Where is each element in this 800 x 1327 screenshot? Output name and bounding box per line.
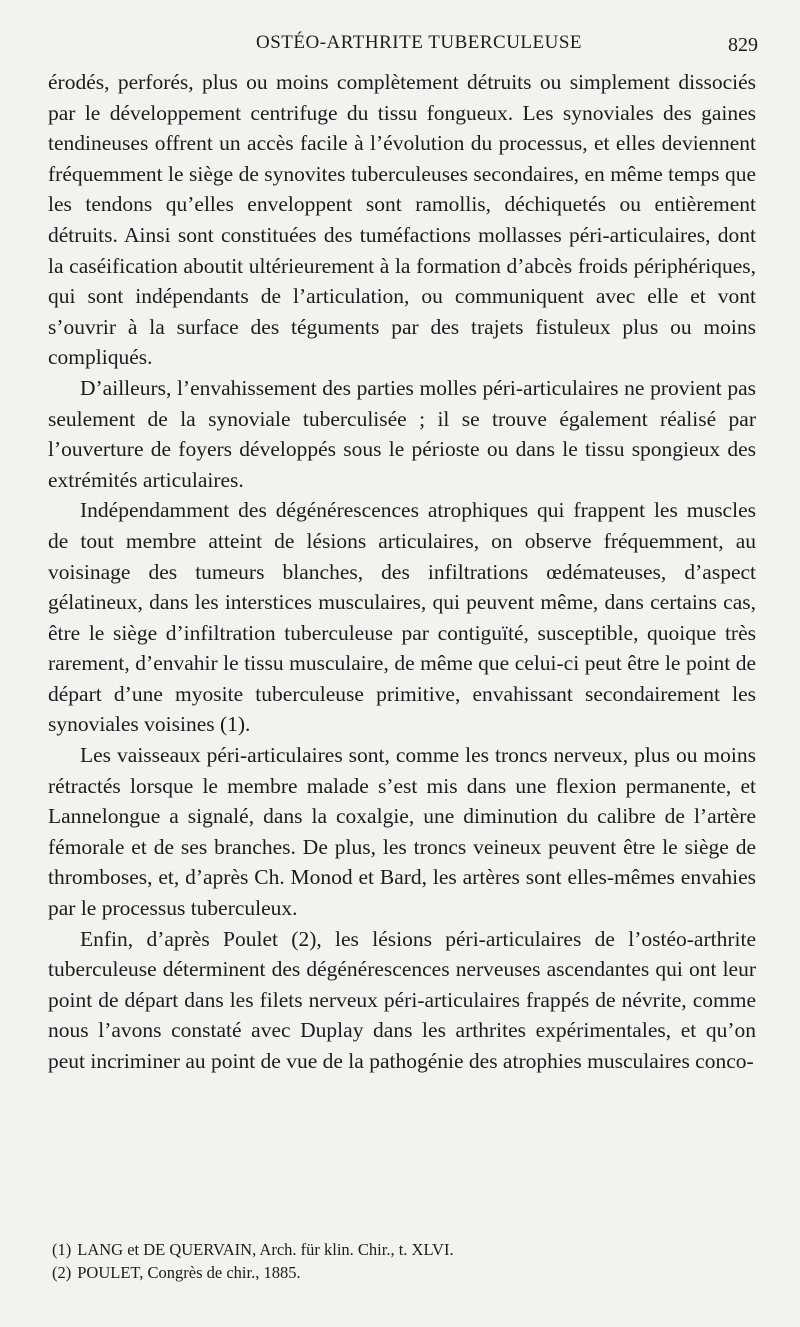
footnote [52,1261,752,1284]
paragraph: D’ailleurs, l’envahissement des parties molles péri-articulaires ne provient pas seulement de la synoviale tuberculisée ; il se trouve également réalisé par l’ouverture de foyers développés sous le périoste ou dans le tissu spongieux des extrémités articulaires. [48,375,756,492]
footnote-text: POULET, Congrès de chir., 1885. [77,1263,301,1282]
footnote-mark: (2) [52,1263,72,1282]
paragraph: érodés, perforés, plus ou moins complètement détruits ou simplement dissociés par le développement centrifuge du tissu fongueux. Les synoviales des gaines tendineuses offrent un accès facile à l’évolution du processus, et elles deviennent fréquemment le siège de synovites tuberculeuses secondaires, en même temps que les tendons qu’elles enveloppent sont ramollis, déchiquetés ou entièrement détruits. Ainsi sont constituées des tuméfactions mollasses péri-articulaires, dont la caséification aboutit ultérieurement à la formation d’abcès froids périphériques, qui sont indépendants de l’articulation, ou communiquent avec elle et vont s’ouvrir à la surface des téguments par des trajets fistuleux plus ou moins compliqués. [48,70,756,370]
page-header [48,32,758,62]
paragraph: Les vaisseaux péri-articulaires sont, comme les troncs nerveux, plus ou moins rétractés lorsque le membre malade s’est mis dans une flexion permanente, et Lannelongue a signalé, dans la coxalgie, une diminution du calibre de l’artère fémorale et de ses branches. De plus, les troncs veineux peuvent être le siège de thromboses, et, d’après Ch. Monod et Bard, les artères sont elles-mêmes envahies par le processus tuberculeux. [48,743,756,921]
paragraph: Enfin, d’après Poulet (2), les lésions péri-articulaires de l’ostéo-arthrite tuberculeuse déterminent des dégénérescences nerveuses ascendantes qui ont leur point de départ dans les filets nerveux péri-articulaires frappés de névrite, comme nous l’avons constaté avec Duplay dans les arthrites expérimentales, et qu’on peut incriminer au point de vue de la pathogénie des atrophies musculaires conco- [48,926,756,1073]
footnote [52,1238,752,1261]
footnotes [52,1238,752,1284]
footnote-text: LANG et DE QUERVAIN, Arch. für klin. Chir., t. XLVI. [77,1240,454,1259]
body-text [48,67,756,1077]
paragraph: Indépendamment des dégénérescences atrophiques qui frappent les muscles de tout membre atteint de lésions articulaires, on observe fréquemment, au voisinage des tumeurs blanches, des infiltrations œdémateuses, d’aspect gélatineux, dans les interstices musculaires, qui peuvent même, dans certains cas, être le siège d’infiltration tuberculeuse par contiguïté, susceptible, quoique très rarement, d’envahir le tissu musculaire, de même que celui-ci peut être le point de départ d’une myosite tuberculeuse primitive, envahissant secondairement les synoviales voisines (1). [48,498,756,737]
footnote-mark: (1) [52,1240,72,1259]
page-number: 829 [728,34,758,56]
running-title: OSTÉO-ARTHRITE TUBERCULEUSE [256,32,583,53]
